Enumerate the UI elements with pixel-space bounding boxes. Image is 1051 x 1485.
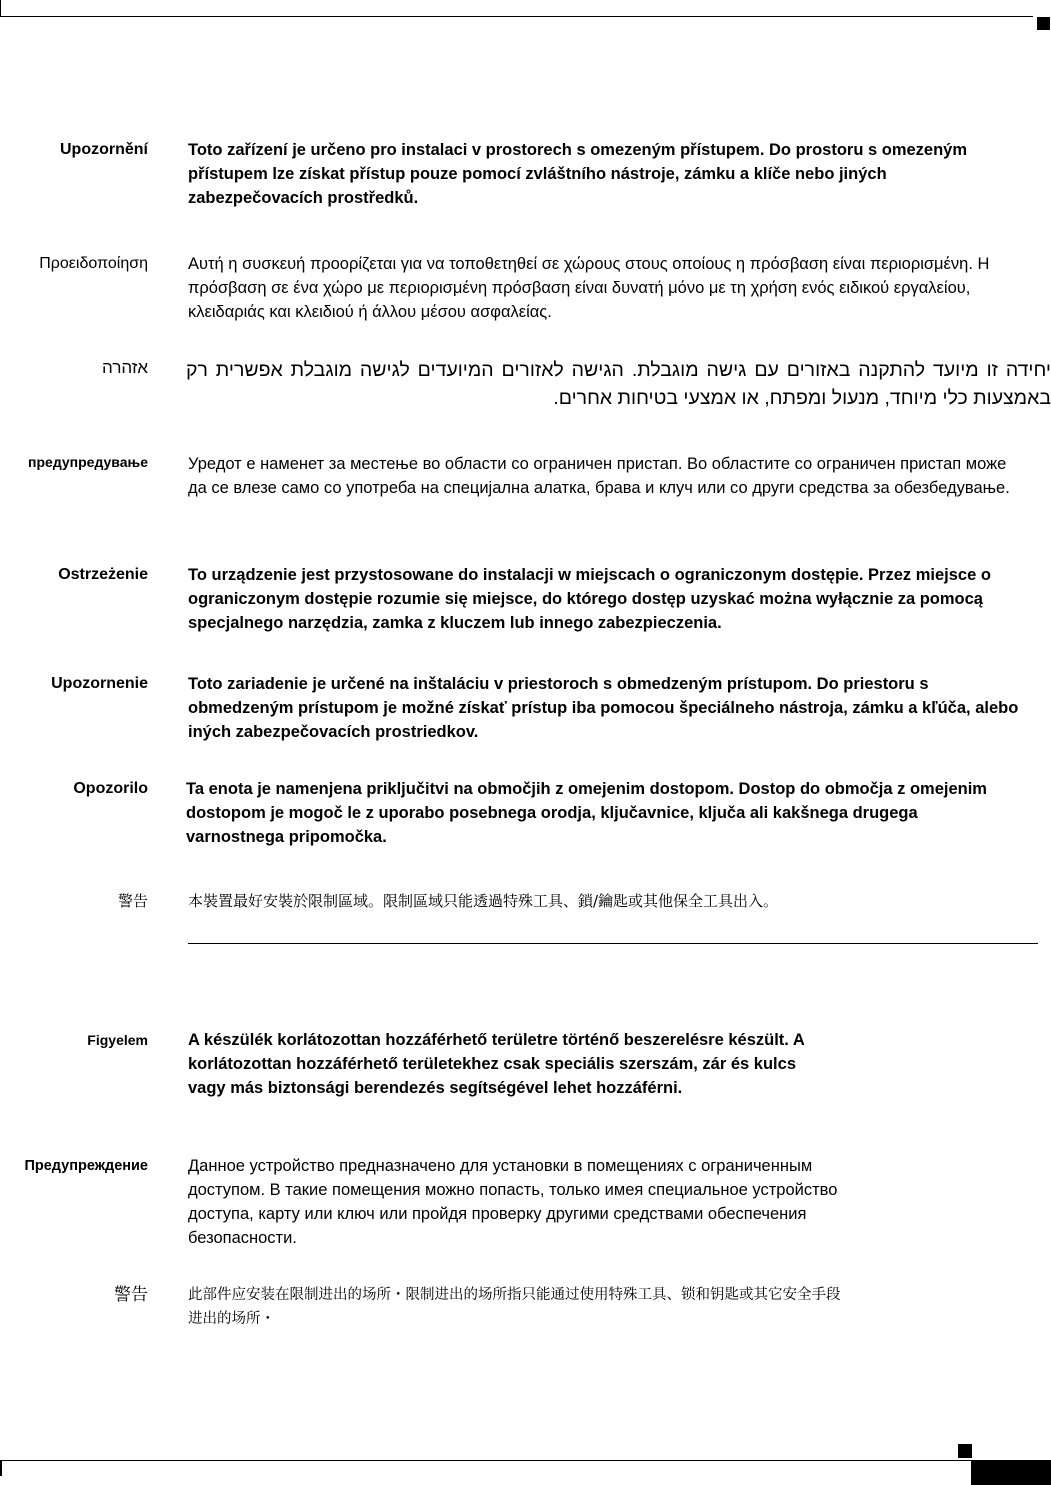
footer-rule [0, 1460, 978, 1461]
warning-label: предупредување [28, 454, 148, 470]
warning-label: Ostrzeżenie [58, 566, 148, 583]
header-marker [1037, 17, 1050, 30]
warning-text: 本裝置最好安裝於限制區域。限制區域只能透過特殊工具、鎖/鑰匙或其他保全工具出入。 [188, 892, 779, 910]
warning-label: Upozornění [60, 141, 148, 158]
header-tick [0, 0, 1, 17]
warning-text: Уредот е наменет за местење во области со ограничен пристап. Во областите со ограничен пристап може да се влезе само со употреба на специјална алатка, брава и клуч или со други средства за обезбедување. [188, 455, 1010, 497]
warning-label: 警告 [114, 1285, 148, 1305]
warning-text: Toto zariadenie je určené na inštaláciu v priestoroch s obmedzeným prístupom. Do priestoru s obmedzeným prístupom je možné získať prístup iba pomocou špeciálneho nástroja, zámku a kľúča, alebo iných zabezpečovacích prostriedkov. [188, 675, 1019, 741]
warning-label: Предупреждение [24, 1158, 148, 1174]
warning-text: To urządzenie jest przystosowane do instalacji w miejscach o ograniczonym dostępie. Przez miejsce o ograniczonym dostępie rozumie się miejsce, do którego dostęp uzyskać można wyłącznie za pomocą specjalnego narzędzia, zamka z kluczem lub innego zabezpieczenia. [188, 566, 991, 632]
footer-marker [958, 1444, 972, 1458]
warning-label: Opozorilo [73, 780, 148, 797]
warning-text: Ta enota je namenjena priključitvi na območjih z omejenim dostopom. Dostop do območja z omejenim dostopom je mogoč le z uporabo posebnega orodja, ključavnice, ključa ali kakšnega drugega varnostnega pripomočka. [186, 780, 987, 846]
footer-block [971, 1460, 1051, 1485]
warning-text: יחידה זו מיועד להתקנה באזורים עם גישה מוגבלת. הגישה לאזורים המיועדים לגישה מוגבלת אפשרית רק באמצעות כלי מיוחד, מנעול ומפתח, או אמצעי בטיחות אחרים. [186, 359, 1051, 409]
section-divider [188, 943, 1038, 944]
warning-text: A készülék korlátozottan hozzáférhető területre történő beszerelésre készült. A korlátozottan hozzáférhető területekhez csak speciális szerszám, zár és kulcs vagy más biztonsági berendezés segítségével lehet hozzáférni. [188, 1031, 805, 1097]
warning-label: 警告 [117, 892, 148, 910]
warning-label: אזהרה [102, 358, 148, 377]
warning-label: Upozornenie [51, 675, 148, 692]
footer-tick [0, 1460, 2, 1476]
warning-text: Toto zařízení je určeno pro instalaci v prostorech s omezeným přístupem. Do prostoru s omezeným přístupem lze získat přístup pouze pomocí zvláštního nástroje, zámku a klíče nebo jiných zabezpečovacích prostředků. [188, 141, 968, 207]
warning-label: Προειδοποίηση [39, 255, 148, 272]
warning-text: 此部件应安装在限制进出的场所・限制进出的场所指只能通过使用特殊工具、锁和钥匙或其它安全手段进出的场所・ [188, 1287, 841, 1327]
warning-label: Figyelem [87, 1032, 148, 1048]
warning-text: Αυτή η συσκευή προορίζεται για να τοποθετηθεί σε χώρους στους οποίους η πρόσβαση είναι περιορισμένη. Η πρόσβαση σε ένα χώρο με περιορισμένη πρόσβαση είναι δυνατή μόνο με τη χρήση ενός ειδικού εργαλείου, κλειδαριάς και κλειδιού ή άλλου μέσου ασφαλείας. [188, 255, 990, 321]
header-rule [0, 16, 1033, 17]
warning-text: Данное устройство предназначено для установки в помещениях с ограниченным доступом. В такие помещения можно попасть, только имея специальное устройство доступа, карту или ключ или пройдя проверку другими средствами обеспечения безопасности. [188, 1157, 838, 1247]
